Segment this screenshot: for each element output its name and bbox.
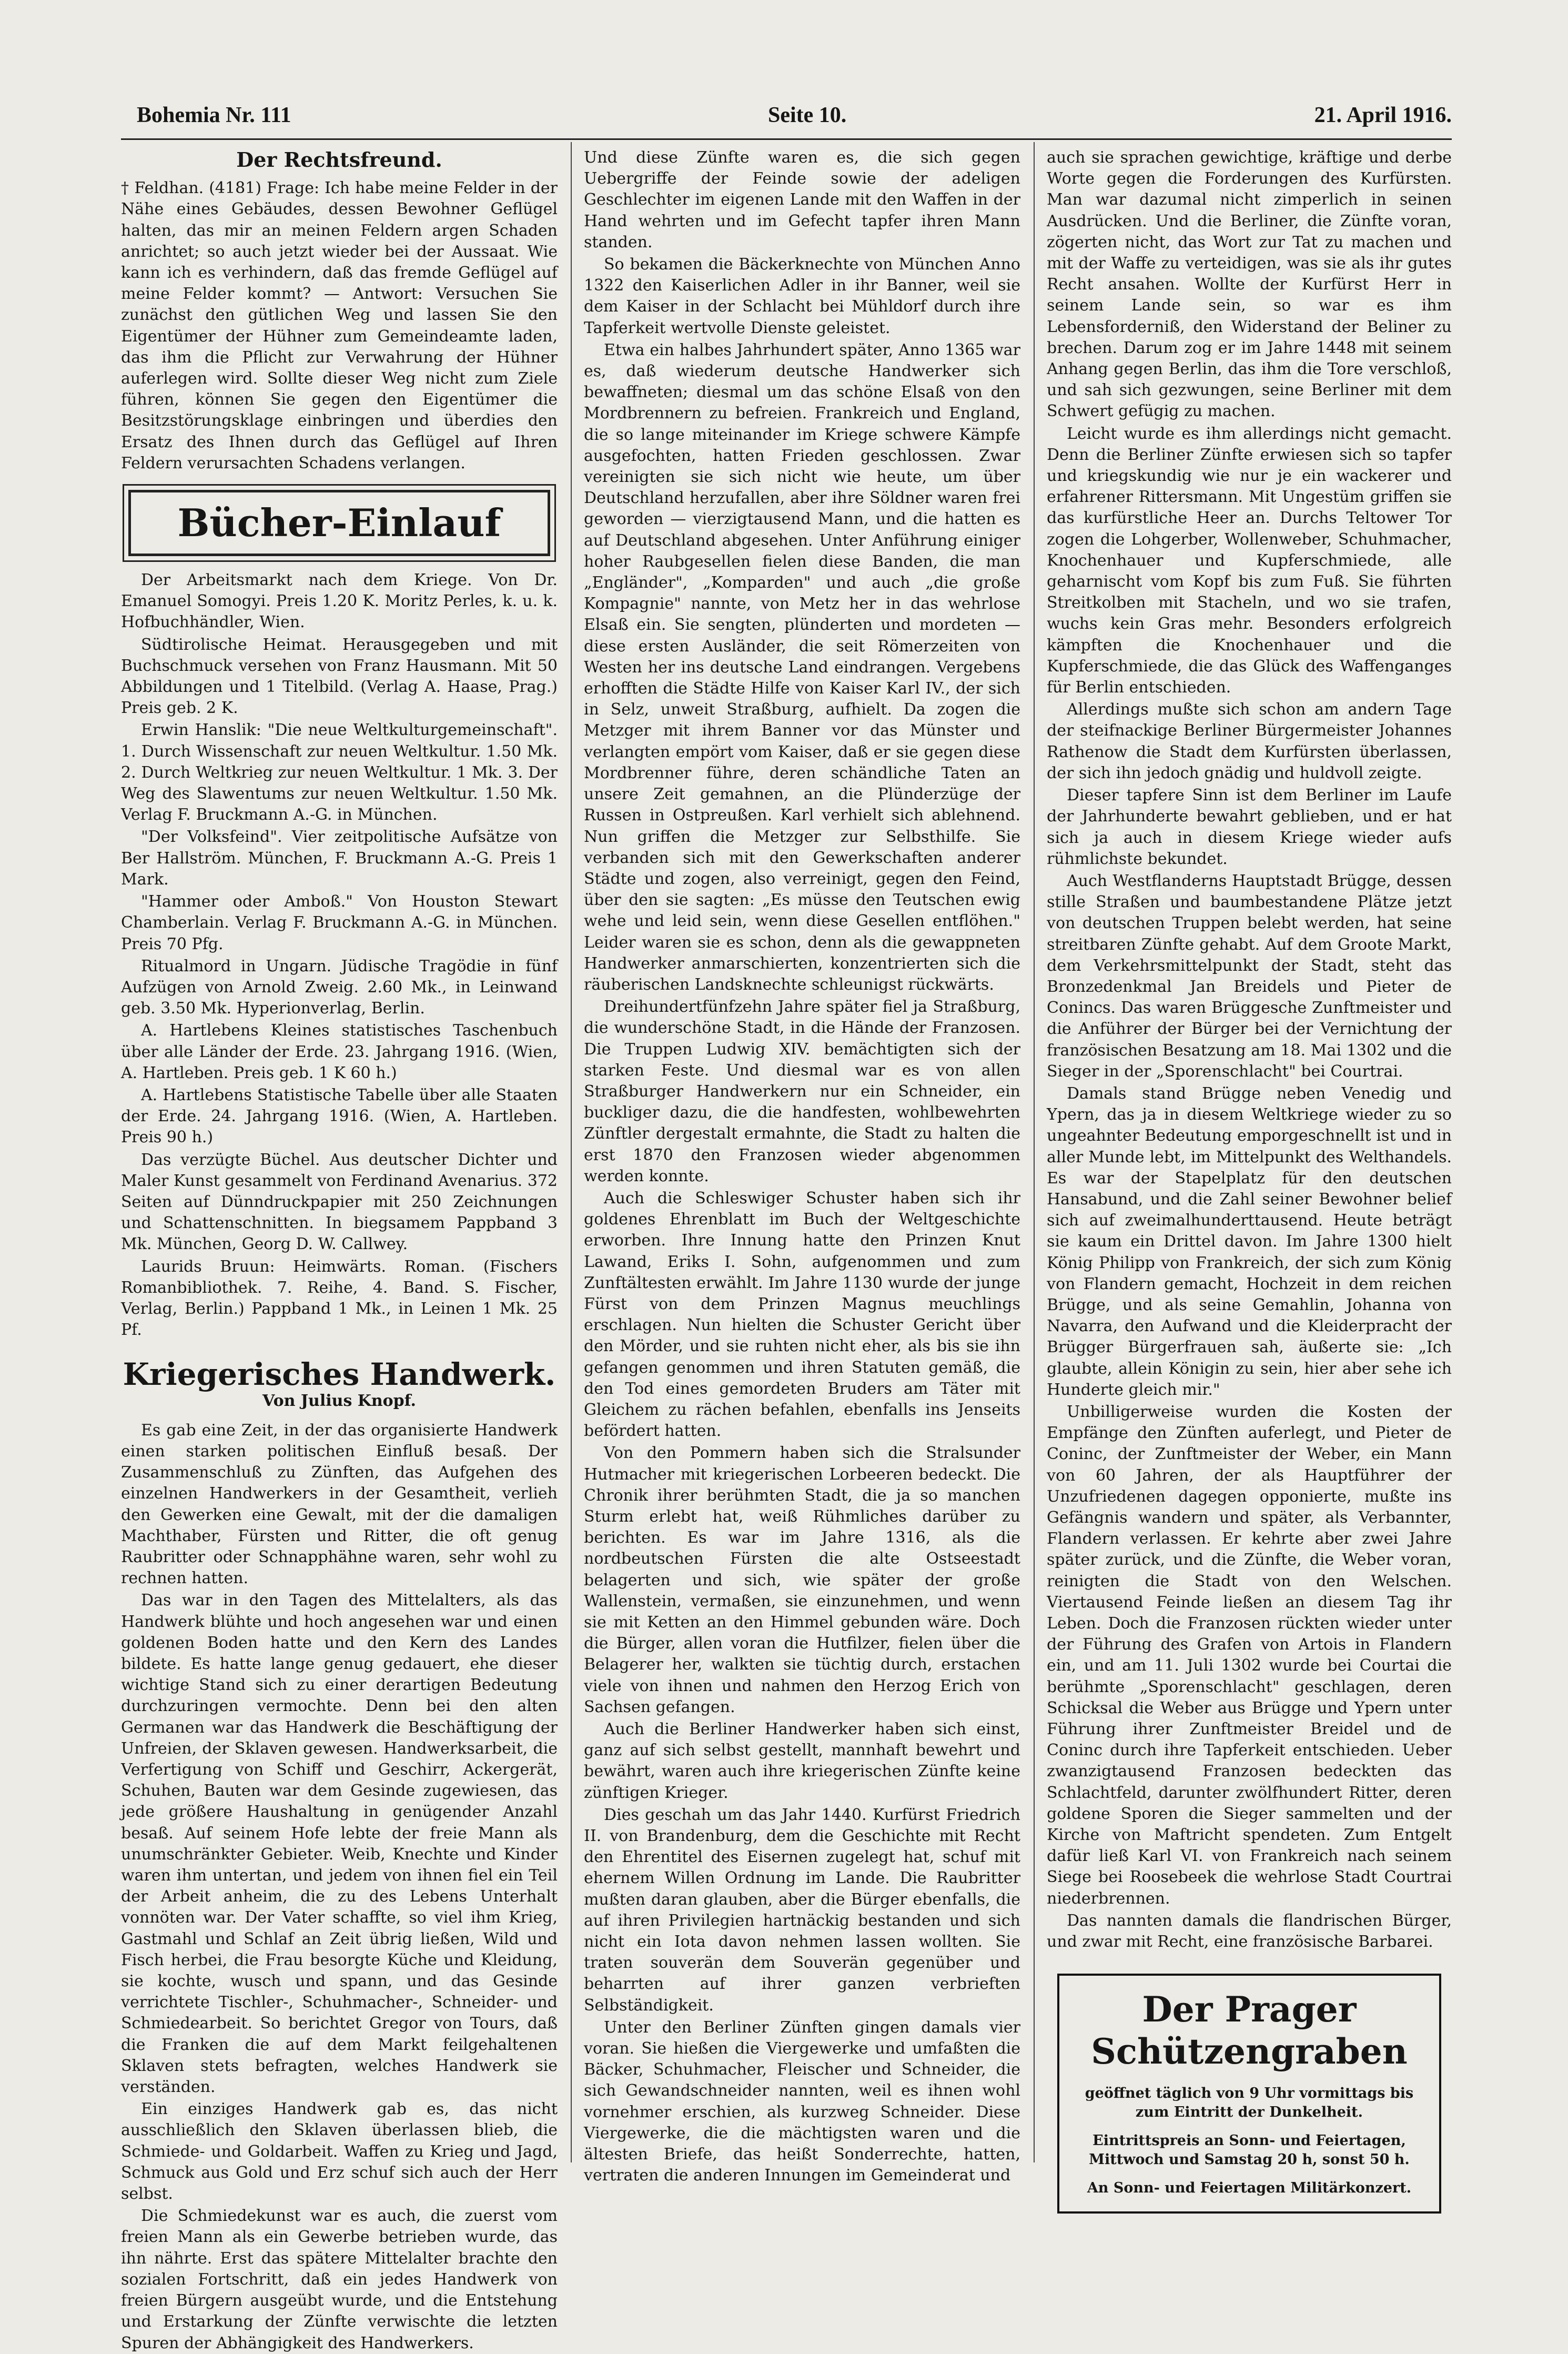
article-paragraph: auch sie sprachen gewichtige, kräftige und derbe Worte gegen die Forderungen des Kurfürsten. Man war dazumal nicht zimperlich in seinen Ausdrücken. Und die Berliner, die Zünfte voran, zögerten nicht, das Wort zur Tat zu machen und mit der Waffe zu verteidigen, was sie als ihr gutes Recht ansahen. Wollte der Kurfürst Herr in seinem Lande sein, so war es ihm Lebensforderniß, den Widerstand der Beliner zu brechen. Darum zog er im Jahre 1448 mit seinem Anhang gegen Berlin, das ihm die Tore verschloß, und sah sich gezwungen, seine Berliner mit dem Schwert gefügig zu machen. [1047,148,1452,421]
page-header [121,97,1452,139]
article-paragraph: Das nannten damals die flandrischen Bürger, und zwar mit Recht, eine französische Barbarei. [1047,1911,1452,1951]
column-3 [1047,147,1452,2197]
article-paragraph: Ein einziges Handwerk gab es, das nicht ausschließlich den Sklaven überlassen blieb, die Schmiede- und Goldarbeit. Waffen zu Krieg und Jagd, Schmuck aus Gold und Erz schuf sich auch der Herr selbst. [121,2100,558,2204]
article-paragraph: Von den Pommern haben sich die Stralsunder Hutmacher mit kriegerischen Lorbeeren bedeckt. Die Chronik ihrer berühmten Stadt, die ja so manchen Sturm erlebt hat, weiß Rühmliches darüber zu berichten. Es war im Jahre 1316, als die nordbeutschen Fürsten die alte Ostseestadt belagerten und sich, wie später der große Wallenstein, vermaßen, sie einzunehmen, und wenn sie mit Ketten an den Himmel gebunden wäre. Doch die Bürger, allen voran die Hutfilzer, fielen über die Belagerer her, walkten sie tüchtig durch, erstachen viele von ihnen und nahmen den Herzog Erich von Sachsen gefangen. [584,1444,1020,1716]
book-entry: A. Hartlebens Statistische Tabelle über alle Staaten der Erde. 24. Jahrgang 1916. (Wien, A. Hartleben. Preis 90 h.) [121,1085,558,1147]
ad-hours-line-1: geöffnet täglich von 9 Uhr vormittags bis [1085,2085,1414,2102]
rechtsfreund-text: † Feldhan. (4181) Frage: Ich habe meine Felder in der Nähe eines Gebäudes, dessen Bewohner Geflügel halten, das mir an meinen Feldern argen Schaden anrichtet; so auch jetzt wieder bei der Aussaat. Wie kann ich es verhindern, daß das fremde Geflügel auf meine Felder kommt? — Antwort: Versuchen Sie zunächst den gütlichen Weg und lassen Sie den Eigentümer der Hühner zum Gemeindeamte laden, das ihm die Pflicht zur Verwahrung der Hühner auferlegen wird. Sollte dieser Weg nicht zum Ziele führen, können Sie gegen den Eigentümer die Besitzstörungsklage einbringen und überdies den Ersatz des Ihnen durch das Geflügel auf Ihren Feldern verursachten Schadens verlangen. [121,179,558,472]
column-rule-2 [1034,142,1035,2162]
article-paragraph: Dies geschah um das Jahr 1440. Kurfürst Friedrich II. von Brandenburg, dem die Geschichte mit Recht den Ehrentitel des Eisernen zugelegt hat, schuf mit ehernem Willen Ordnung im Lande. Die Raubritter mußten daran glauben, aber die Bürger ebenfalls, die auf ihren Privilegien hartnäckig bestanden und sich nicht ein Iota davon nehmen lassen wollten. Sie traten souverän dem Souverän gegenüber und beharrten auf ihrer ganzen verbrieften Selbständigkeit. [584,1805,1020,2015]
book-entry: Das verzügte Büchel. Aus deutscher Dichter und Maler Kunst gesammelt von Ferdinand Avenarius. 372 Seiten auf Dünndruckpapier mit 250 Zeichnungen und Schattenschnitten. In biegsamem Pappband 3 Mk. München, Georg D. W. Callwey. [121,1150,558,1254]
book-entry: A. Hartlebens Kleines statistisches Taschenbuch über alle Länder der Erde. 23. Jahrgang 1916. (Wien, A. Hartleben. Preis geb. 1 K 60 h.) [121,1021,558,1082]
article-paragraph: Die Schmiedekunst war es auch, die zuerst vom freien Mann als ein Gewerbe betrieben wurde, das ihn nährte. Erst das spätere Mittelalter brachte den sozialen Fortschritt, daß ein jedes Handwerk von freien Bürgern ausgeübt wurde, und die Entstehung und Erstarkung der Zünfte verwischte die letzten Spuren der Abhängigkeit des Handwerkers. [121,2207,558,2352]
newspaper-page [121,97,1452,2352]
article-paragraph: Dreihundertfünfzehn Jahre später fiel ja Straßburg, die wunderschöne Stadt, in die Hände der Franzosen. Die Truppen Ludwig XIV. bemächtigten sich der starken Feste. Und diesmal war es von allen Straßburger Handwerkern nur ein Schneider, ein buckliger dazu, die die handfesten, wohlbewehrten Zünftler dergestalt ermahnte, die Stadt zu halten die erst 1870 den Franzosen wieder abgenommen werden konnte. [584,998,1020,1185]
article-byline: Von Julius Knopf. [262,1391,416,1410]
book-entry: "Hammer oder Amboß." Von Houston Stewart Chamberlain. Verlag F. Bruckmann A.-G. in München. Preis 70 Pfg. [121,892,558,953]
article-title: Kriegerisches Handwerk. [123,1356,556,1393]
advertisement-box [1057,1974,1441,2214]
article-paragraph: Auch Westflanderns Hauptstadt Brügge, dessen stille Straßen und baumbestandene Plätze jetzt von deutschen Truppen belebt werden, hat seine streitbaren Zünfte gehabt. Auf dem Groote Markt, dem Verkehrsmittelpunkt der Stadt, steht das Bronzedenkmal Jan Breidels und Pieter de Conincs. Das waren Brüggesche Zunftmeister und die Anführer der Bürger bei der Vernichtung der französischen Besatzung am 18. Mai 1302 und die Sieger in der „Sporenschlacht" bei Courtrai. [1047,871,1452,1081]
article-paragraph: Auch die Schleswiger Schuster haben sich ihr goldenes Ehrenblatt im Buch der Weltgeschichte erworben. Ihre Innung hatte den Prinzen Knut Lawand, Eriks I. Sohn, aufgenommen und zum Zunftältesten erwählt. Im Jahre 1130 wurde der junge Fürst von dem Prinzen Magnus meuchlings erschlagen. Nun hielten die Schuster Gericht über den Mörder, und sie ruhten nicht eher, als bis sie ihn gefangen genommen und ihren Statuten gemäß, die den Tod eines gemordeten Bruders am Täter mit Gleichem zu rächen befahlen, ebenfalls ins Jenseits befördert hatten. [584,1189,1020,1441]
column-rule-1 [571,142,572,2162]
buecher-einlauf-title: Bücher-Einlauf [177,500,501,546]
ad-hours-line-2: zum Eintritt der Dunkelheit. [1135,2104,1363,2121]
article-paragraph: Und diese Zünfte waren es, die sich gegen Uebergriffe der Feinde sowie der adeligen Geschlechter im eigenen Lande mit den Waffen in der Hand wehrten und im Gefecht tapfer ihren Mann standen. [584,148,1020,252]
header-page-number: Seite 10. [768,103,847,127]
book-entry: Laurids Bruun: Heimwärts. Roman. (Fischers Romanbibliothek. 7. Reihe, 4. Band. S. Fischer, Verlag, Berlin.) Pappband 1 Mk., in Leinen 1 Mk. 25 Pf. [121,1257,558,1340]
header-date: 21. April 1916. [1314,103,1452,127]
ad-price-line-2: Mittwoch und Samstag 20 h, sonst 50 h. [1089,2151,1410,2168]
article-paragraph: Leicht wurde es ihm allerdings nicht gemacht. Denn die Berliner Zünfte erwiesen sich so tapfer und kriegskundig wie nur je ein wackerer und erfahrener Rittersmann. Mit Ungestüm griffen sie das kurfürstliche Heer an. Durchs Teltower Tor zogen die Lohgerber, Wollenweber, Schuhmacher, Knochenhauer und Kupferschmiede, alle geharnischt vom Kopf bis zum Fuß. Sie führten Streitkolben mit Stacheln, und wo sie trafen, wuchs kein Gras mehr. Besonders erfolgreich kämpften die Knochenhauer und die Kupferschmiede, die das Glück des Waffenganges für Berlin entschieden. [1047,424,1452,697]
header-rule [121,138,1452,140]
book-entry: Südtirolische Heimat. Herausgegeben und mit Buchschmuck versehen von Franz Hausmann. Mit 50 Abbildungen und 1 Titelbild. (Verlag A. Haase, Prag.) Preis geb. 2 K. [121,635,558,718]
article-paragraph: Dieser tapfere Sinn ist dem Berliner im Laufe der Jahrhunderte bewahrt geblieben, und er hat sich ja auch in diesem Kriege wieder aufs rühmlichste bekundet. [1047,786,1452,868]
column-2 [584,147,1020,2185]
article-paragraph: So bekamen die Bäckerknechte von München Anno 1322 den Kaiserlichen Adler in ihr Banner, weil sie dem Kaiser in der Schlacht bei Mühldorf durch ihre Tapferkeit wertvolle Dienste geleistet. [584,255,1020,337]
ad-title: Der Prager Schützengraben [1091,1989,1408,2073]
article-paragraph: Es gab eine Zeit, in der das organisierte Handwerk einen starken politischen Einfluß besaß. Der Zusammenschluß zu Zünften, das Aufgehen des einzelnen Handwerkers in der Gesamtheit, verlieh den Gewerken eine Gewalt, mit der die damaligen Machthaber, Fürsten und Ritter, die oft genug Raubritter oder Schnapphähne waren, sehr wohl zu rechnen hatten. [121,1421,558,1588]
buecher-einlauf-heading [128,490,550,556]
article-paragraph: Damals stand Brügge neben Venedig und Ypern, das ja in diesem Weltkriege wieder zu so ungeahnter Bedeutung emporgeschnellt ist und in aller Munde lebt, im Mittelpunkt des Welthandels. Es war der Stapelplatz für den deutschen Hansabund, und die Zahl seiner Bewohner belief sich auf zweimalhunderttausend. Heute beträgt sie kaum ein Drittel davon. Im Jahre 1300 hielt König Philipp von Frankreich, der sich zum König von Flandern gemacht, Hochzeit in dem reichen Brügge, und als seine Gemahlin, Johanna von Navarra, den Aufwand und die Kleiderpracht der Brügger Bürgerfrauen sah, äußerte sie: „Ich glaubte, allein Königin zu sein, hier aber sehe ich Hunderte gleich mir." [1047,1084,1452,1399]
book-entry: Erwin Hanslik: "Die neue Weltkulturgemeinschaft". 1. Durch Wissenschaft zur neuen Weltkultur. 1.50 Mk. 2. Durch Weltkrieg zur neuen Weltkultur. 1 Mk. 3. Der Weg des Slawentums zur neuen Weltkultur. 1.50 Mk. Verlag F. Bruckmann A.-G. in München. [121,721,558,824]
book-entry: Ritualmord in Ungarn. Jüdische Tragödie in fünf Aufzügen von Arnold Zweig. 2.60 Mk., in Leinwand geb. 3.50 Mk. Hyperionverlag, Berlin. [121,957,558,1018]
book-entry: Der Arbeitsmarkt nach dem Kriege. Von Dr. Emanuel Somogyi. Preis 1.20 K. Moritz Perles, k. u. k. Hofbuchhändler, Wien. [121,571,558,632]
header-paper-issue: Bohemia Nr. 111 [137,103,291,127]
ad-price-line-1: Eintrittspreis an Sonn- und Feiertagen, [1092,2132,1406,2149]
article-paragraph: Allerdings mußte sich schon am andern Tage der steifnackige Berliner Bürgermeister Johannes Rathenow die Stadt dem Kurfürsten überlassen, der sich ihn jedoch gnädig und huldvoll zeigte. [1047,700,1452,782]
article-paragraph: Unbilligerweise wurden die Kosten der Empfänge den Zünften auferlegt, und Pieter de Coninc, der Zunftmeister der Weber, ein Mann von 60 Jahren, der als Hauptführer der Unzufriedenen dagegen opponierte, mußte ins Gefängnis wandern und später, als Verbannter, Flandern verlassen. Er kehrte aber zwei Jahre später zurück, und die Zünfte, die Weber voran, reinigten die Stadt von den Welschen. Viertausend Feinde ließen an diesem Tag ihr Leben. Doch die Franzosen rückten wieder unter der Führung des Grafen von Artois in Flandern ein, und am 11. Juli 1302 wurde bei Courtai die berühmte „Sporenschlacht" geschlagen, deren Schicksal die Weber aus Brügge und Ypern unter Führung ihrer Zunftmeister Breidel und de Coninc durch ihre Tapferkeit entschieden. Ueber zwanzigtausend Franzosen bedeckten das Schlachtfeld, darunter zwölfhundert Ritter, deren goldene Sporen die Sieger sammelten und der Kirche von Maftricht spendeten. Zum Entgelt dafür ließ Karl VI. von Frankreich nach seinem Siege bei Roosebeek die wehrlose Stadt Courtrai niederbrennen. [1047,1402,1452,1908]
article-paragraph: Etwa ein halbes Jahrhundert später, Anno 1365 war es, daß wiederum deutsche Handwerker sich bewaffneten; diesmal um das schöne Elsaß von den Mordbrennern zu befreien. Frankreich und England, die so lange miteinander im Kriege schwere Kämpfe ausgefochten, hatten Frieden geschlossen. Zwar vereinigten sie sich nicht wie heute, um über Deutschland herzufallen, aber ihre Söldner waren frei geworden — vierzigtausend Mann, und die hatten es auf Deutschland abgesehen. Unter Anführung einiger hoher Raubgesellen fielen diese Banden, die man „Engländer", „Komparden" und auch „die große Kompagnie" nannte, von Metz her in das wehrlose Elsaß ein. Sie sengten, plünderten und mordeten — diese ersten Ausländer, die seit Römerzeiten von Westen her ins deutsche Land eindrangen. Vergebens erhofften die Städte Hilfe von Kaiser Karl IV., der sich in Selz, unweit Straßburg, aufhielt. Da zogen die Metzger mit ihrem Banner vor das Münster und verlangten empört vom Kaiser, daß er sie gegen diese Mordbrenner führe, deren schändliche Taten an unsere Zeit gemahnen, an die Plünderzüge der Russen in Ostpreußen. Karl verhielt sich ablehnend. Nun griffen die Metzger zur Selbsthilfe. Sie verbanden sich mit den Gewerkschaften anderer Städte und zogen, also verreinigt, gegen den Feind, über den sie sagten: „Es müsse den Teutschen ewig wehe und leid sein, wenn diese Gesellen entflöhen." Leider waren sie es schon, denn als die gewappneten Handwerker anmarschierten, konzentrierten sich die räuberischen Landsknechte schleunigst rückwärts. [584,340,1020,994]
article-paragraph: Auch die Berliner Handwerker haben sich einst, ganz auf sich selbst gestellt, mannhaft bewehrt und bewährt, waren auch ihre kriegerischen Zünfte keine zünftigen Krieger. [584,1720,1020,1802]
ad-concert-line: An Sonn- und Feiertagen Militärkonzert. [1087,2180,1412,2197]
rechtsfreund-title: Der Rechtsfreund. [236,148,442,172]
column-1 [121,147,558,2352]
article-paragraph: Das war in den Tagen des Mittelalters, als das Handwerk blühte und hoch angesehen war und einen goldenen Boden hatte und den Kern des Landes bildete. Es hatte lange genug gedauert, ehe dieser wichtige Stand sich zu einer derartigen Bedeutung durchzuringen vermochte. Denn bei den alten Germanen war das Handwerk die Beschäftigung der Unfreien, der Sklaven gewesen. Handwerksarbeit, die Verfertigung von Schiff und Geschirr, Ackergerät, Schuhen, Bauten war dem Gesinde zugewiesen, das jede größere Haushaltung in genügender Anzahl besaß. Auf seinem Hofe lebte der freie Mann als unumschränkter Gebieter. Weib, Knechte und Kinder waren ihm untertan, und jedem von ihnen fiel ein Teil der Arbeit anheim, die zu des Lebens Unterhalt vonnöten war. Der Vater schaffte, so viel ihm Krieg, Gastmahl und Schlaf an Zeit übrig ließen, Wild und Fisch herbei, die Frau besorgte Küche und Kleidung, sie kochte, wusch und spann, und das Gesinde verrichtete Tischler-, Schuhmacher-, Schneider- und Schmiedearbeit. So berichtet Gregor von Tours, daß die Franken die auf dem Markt feilgehaltenen Sklaven stets befragten, welches Handwerk sie verständen. [121,1591,558,2097]
book-entry: "Der Volksfeind". Vier zeitpolitische Aufsätze von Ber Hallström. München, F. Bruckmann A.-G. Preis 1 Mark. [121,828,558,889]
article-paragraph: Unter den Berliner Zünften gingen damals vier voran. Sie hießen die Viergewerke und umfaßten die Bäcker, Schuhmacher, Fleischer und Schneider, die sich Gewandschneider nannten, weil es ihnen wohl vornehmer erschien, als kurzweg Schneider. Diese Viergewerke, die die mächtigsten waren und die ältesten Briefe, das heißt Sonderrechte, hatten, vertraten die anderen Innungen im Gemeinderat und [584,2018,1020,2185]
